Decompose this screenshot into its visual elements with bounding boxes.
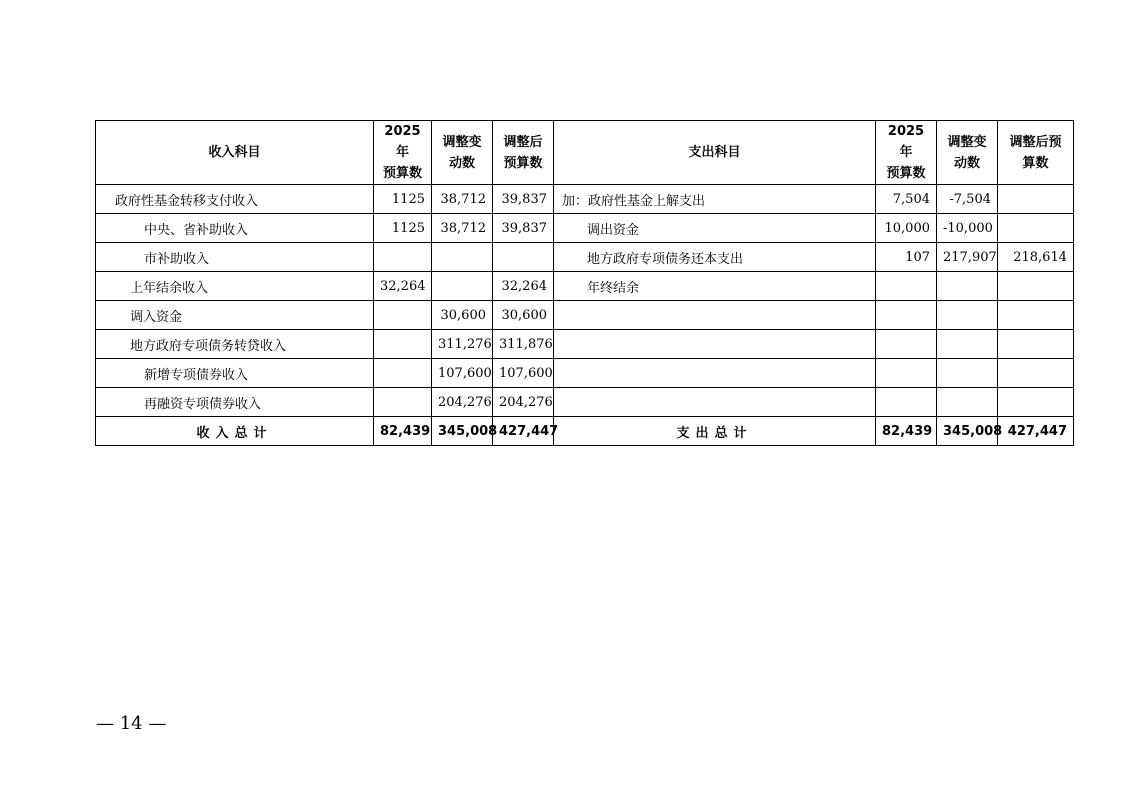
expense-budget-cell <box>876 301 937 330</box>
expense-change-cell <box>937 301 998 330</box>
income-item-cell: 调入资金 <box>96 301 374 330</box>
income-change-cell <box>432 272 493 301</box>
expense-change-cell <box>937 359 998 388</box>
income-change-cell <box>432 243 493 272</box>
expense-adjusted-cell <box>998 185 1074 214</box>
expense-total-label: 支出总计 <box>554 417 876 446</box>
budget-adjustment-table <box>95 120 1074 446</box>
header-income-change: 调整变 动数 <box>432 121 493 185</box>
income-adjusted-cell: 39,837 <box>493 214 554 243</box>
expense-adjusted-cell <box>998 330 1074 359</box>
income-budget-cell: 32,264 <box>374 272 432 301</box>
expense-adjusted-cell <box>998 388 1074 417</box>
expense-budget-cell <box>876 388 937 417</box>
header-expense-change: 调整变 动数 <box>937 121 998 185</box>
income-adjusted-cell: 39,837 <box>493 185 554 214</box>
income-change-cell: 204,276 <box>432 388 493 417</box>
expense-change-cell <box>937 388 998 417</box>
expense-adjusted-cell <box>998 301 1074 330</box>
income-budget-cell: 1125 <box>374 214 432 243</box>
table-row <box>96 243 1074 272</box>
expense-total-adjusted: 427,447 <box>998 417 1074 446</box>
income-total-label: 收入总计 <box>96 417 374 446</box>
header-expense-adjusted: 调整后预 算数 <box>998 121 1074 185</box>
income-item-cell: 再融资专项债券收入 <box>96 388 374 417</box>
income-item-cell: 中央、省补助收入 <box>96 214 374 243</box>
page-number: — 14 — <box>96 713 167 734</box>
expense-change-cell <box>937 330 998 359</box>
table-row <box>96 330 1074 359</box>
income-change-cell: 30,600 <box>432 301 493 330</box>
income-change-cell: 38,712 <box>432 185 493 214</box>
table-row <box>96 388 1074 417</box>
expense-budget-cell <box>876 359 937 388</box>
expense-budget-cell <box>876 272 937 301</box>
totals-row <box>96 417 1074 446</box>
expense-budget-cell: 107 <box>876 243 937 272</box>
income-item-cell: 地方政府专项债务转贷收入 <box>96 330 374 359</box>
income-budget-cell <box>374 301 432 330</box>
expense-item-cell <box>554 388 876 417</box>
expense-item-cell: 加：政府性基金上解支出 <box>554 185 876 214</box>
expense-budget-cell: 7,504 <box>876 185 937 214</box>
expense-budget-cell <box>876 330 937 359</box>
income-adjusted-cell: 107,600 <box>493 359 554 388</box>
income-budget-cell: 1125 <box>374 185 432 214</box>
table-row <box>96 359 1074 388</box>
table-row <box>96 272 1074 301</box>
header-expense-budget: 2025 年 预算数 <box>876 121 937 185</box>
income-item-cell: 新增专项债券收入 <box>96 359 374 388</box>
income-item-cell: 市补助收入 <box>96 243 374 272</box>
header-expense-item: 支出科目 <box>554 121 876 185</box>
expense-adjusted-cell <box>998 359 1074 388</box>
income-budget-cell <box>374 388 432 417</box>
expense-change-cell: -10,000 <box>937 214 998 243</box>
expense-total-budget: 82,439 <box>876 417 937 446</box>
expense-adjusted-cell <box>998 272 1074 301</box>
income-adjusted-cell: 204,276 <box>493 388 554 417</box>
income-budget-cell <box>374 359 432 388</box>
expense-item-cell <box>554 359 876 388</box>
income-item-cell: 政府性基金转移支付收入 <box>96 185 374 214</box>
expense-change-cell: 217,907 <box>937 243 998 272</box>
expense-item-cell <box>554 330 876 359</box>
income-change-cell: 107,600 <box>432 359 493 388</box>
expense-item-cell: 年终结余 <box>554 272 876 301</box>
table-row <box>96 185 1074 214</box>
expense-item-cell: 调出资金 <box>554 214 876 243</box>
table-row <box>96 301 1074 330</box>
income-adjusted-cell <box>493 243 554 272</box>
expense-adjusted-cell: 218,614 <box>998 243 1074 272</box>
income-item-cell: 上年结余收入 <box>96 272 374 301</box>
expense-change-cell <box>937 272 998 301</box>
header-income-item: 收入科目 <box>96 121 374 185</box>
income-adjusted-cell: 311,876 <box>493 330 554 359</box>
expense-item-cell: 地方政府专项债务还本支出 <box>554 243 876 272</box>
income-change-cell: 38,712 <box>432 214 493 243</box>
header-income-budget: 2025 年 预算数 <box>374 121 432 185</box>
expense-change-cell: -7,504 <box>937 185 998 214</box>
expense-adjusted-cell <box>998 214 1074 243</box>
expense-item-cell <box>554 301 876 330</box>
expense-total-change: 345,008 <box>937 417 998 446</box>
income-total-adjusted: 427,447 <box>493 417 554 446</box>
income-total-change: 345,008 <box>432 417 493 446</box>
income-adjusted-cell: 32,264 <box>493 272 554 301</box>
expense-budget-cell: 10,000 <box>876 214 937 243</box>
income-total-budget: 82,439 <box>374 417 432 446</box>
income-change-cell: 311,276 <box>432 330 493 359</box>
income-budget-cell <box>374 330 432 359</box>
income-adjusted-cell: 30,600 <box>493 301 554 330</box>
table-row <box>96 214 1074 243</box>
table-header-row <box>96 121 1074 185</box>
income-budget-cell <box>374 243 432 272</box>
header-income-adjusted: 调整后 预算数 <box>493 121 554 185</box>
